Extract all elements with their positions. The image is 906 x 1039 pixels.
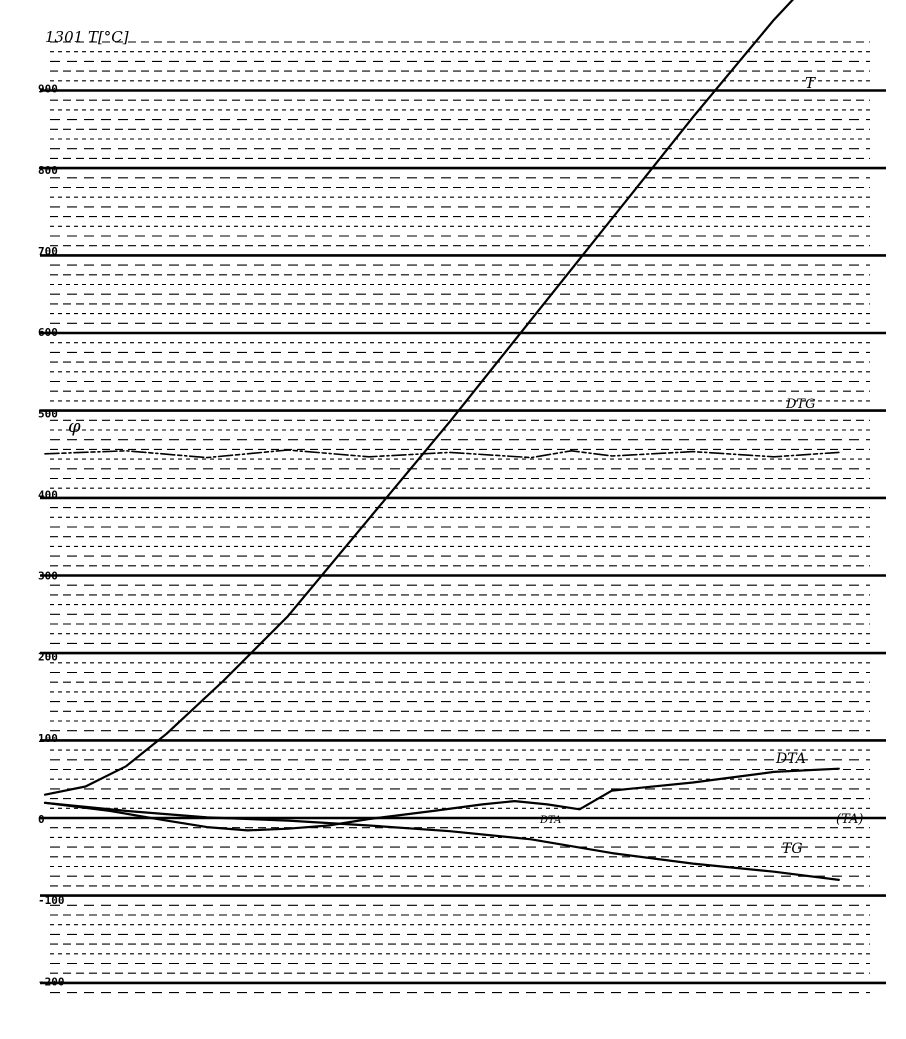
y-tick-label: 600 <box>38 326 58 340</box>
annotation-t: T <box>805 74 816 92</box>
y-tick-label: 0 <box>38 813 45 826</box>
annotation-dtg: DTG <box>786 397 816 412</box>
y-tick-label: -100 <box>38 894 65 908</box>
y-tick-label: 800 <box>38 163 58 177</box>
y-tick-label: 900 <box>38 82 58 96</box>
annotation-tg: TG <box>782 841 803 857</box>
y-tick-label: 400 <box>38 488 58 502</box>
annotation-ta: (TA) <box>836 812 864 827</box>
y-tick-label: -200 <box>38 975 65 989</box>
side-marker: φ <box>68 416 81 437</box>
y-tick-label: 300 <box>38 569 58 583</box>
y-tick-label: 100 <box>38 731 58 745</box>
y-tick-label: 200 <box>38 650 58 664</box>
annotation-dta-small: DTA <box>540 815 562 826</box>
y-tick-label: 500 <box>38 407 58 421</box>
y-tick-label: 700 <box>38 245 58 258</box>
annotation-dta: DTA <box>776 751 806 767</box>
header-label: 1301 T[°C] <box>45 28 129 46</box>
